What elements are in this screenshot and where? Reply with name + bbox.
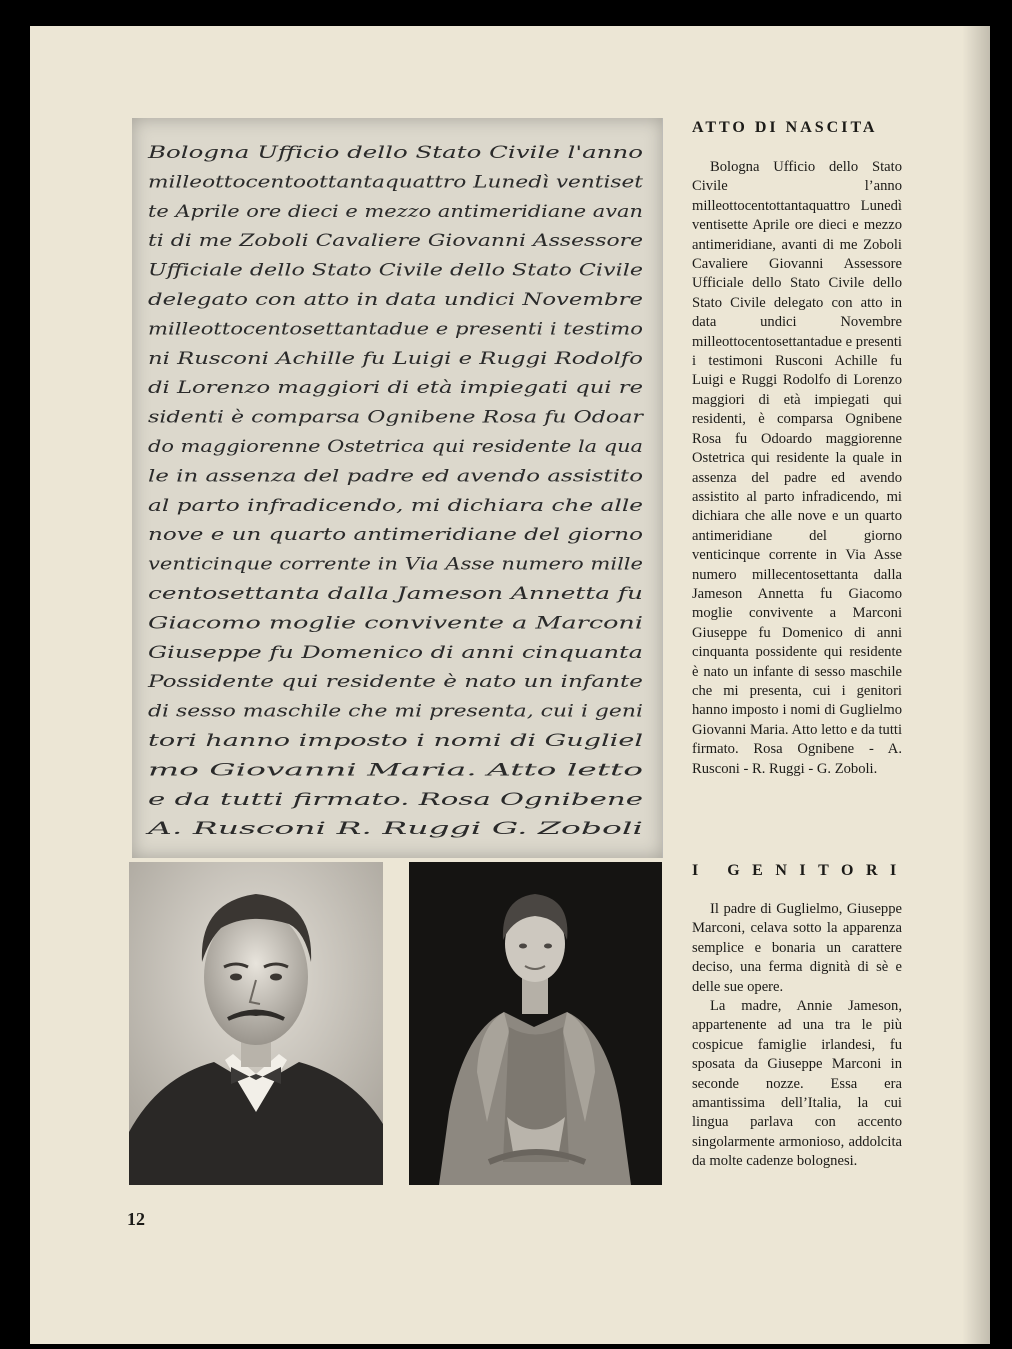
genitori-paragraph-mother: La madre, Annie Jameson, appartenente ad una tra le più cospicue famiglie irlandesi, fu sposata da Giuseppe Marconi in seconde nozze. Essa era amantissima dell’Italia, la cui lingua parlava con accento singolarmente armonioso, addolcita da molte cadenze bolognesi. — [692, 998, 902, 1170]
manuscript-line: al parto infradicendo, mi dichiara che alle — [148, 495, 643, 516]
page-edge-shadow — [962, 26, 990, 1344]
manuscript-line: di sesso maschile che mi presenta, cui i geni — [148, 701, 643, 722]
manuscript-line: Giuseppe fu Domenico di anni cinquanta — [148, 642, 643, 663]
manuscript-line: milleottocentoottantaquattro Lunedì ventiset — [148, 172, 644, 193]
atto-di-nascita-text: Bologna Ufficio dello Stato Civile l’anno milleottocentottantaquattro Lunedì ventisette Aprile ore dieci e mezzo antimeridiane, avanti di me Zoboli Cavaliere Giovanni Assessore Ufficiale dello Stato Civile dello Stato Civile delegato con atto in data undici Novembre milleottocentosettantadue e presenti i testimoni Rusconi Achille fu Luigi e Ruggi Rodolfo di Lorenzo maggiori di età impiegati qui residenti, è comparsa Ognibene Rosa fu Odoardo maggiorenne Ostetrica qui residente la quale in assenza del padre ed avendo assistito al parto infradicendo, mi dichiara che alle nove e un quarto antimeridiane del giorno venticinque corrente in Via Asse numero millecentosettanta dalla Jameson Annetta fu Giacomo moglie convivente a Marconi Giuseppe fu Domenico di anni cinquanta possidente qui residente è nato un infante di sesso maschile che mi presenta, cui i genitori hanno imposto i nomi di Guglielmo Giovanni Maria. Atto letto e da tutti firmato. Rosa Ognibene - A. Rusconi - R. Ruggi - G. Zoboli. — [692, 159, 902, 777]
manuscript-line: te Aprile ore dieci e mezzo antimeridiane avan — [148, 201, 643, 222]
manuscript-line: tori hanno imposto i nomi di Gugliel — [148, 731, 643, 751]
manuscript-line: Bologna Ufficio dello Stato Civile l'anno — [146, 143, 643, 163]
manuscript-line: ti di me Zoboli Cavaliere Giovanni Assessore — [148, 231, 643, 252]
magazine-page — [30, 26, 990, 1344]
manuscript-line: venticinque corrente in Via Asse numero mille — [148, 554, 643, 575]
birth-certificate-manuscript — [132, 118, 663, 858]
genitori-paragraph-father: Il padre di Guglielmo, Giuseppe Marconi, celava sotto la apparenza semplice e bonaria un carattere deciso, una ferma dignità di sè e delle sue opere. — [692, 901, 902, 995]
manuscript-line: centosettanta dalla Jameson Annetta fu — [148, 584, 643, 604]
manuscript-line: Possidente qui residente è nato un infante — [146, 672, 643, 693]
manuscript-line: di Lorenzo maggiori di età impiegati qui re — [148, 378, 643, 399]
manuscript-line: mo Giovanni Maria. Atto letto — [148, 760, 643, 781]
manuscript-line: e da tutti firmato. Rosa Ognibene — [148, 789, 643, 810]
i-genitori-text — [692, 900, 902, 1172]
atto-di-nascita-title: ATTO DI NASCITA — [692, 119, 878, 136]
manuscript-line: do maggiorenne Ostetrica qui residente la qua — [148, 437, 643, 457]
manuscript-line: ni Rusconi Achille fu Luigi e Ruggi Rodolfo — [148, 348, 643, 369]
manuscript-line: Giacomo moglie convivente a Marconi — [148, 613, 643, 634]
manuscript-line: sidenti è comparsa Ognibene Rosa fu Odoar — [148, 407, 645, 428]
manuscript-line: delegato con atto in data undici Novembre — [148, 290, 643, 310]
manuscript-line: milleottocentosettantadue e presenti i testimo — [148, 319, 643, 340]
portrait-annie-jameson — [409, 862, 662, 1185]
manuscript-handwriting — [132, 118, 663, 858]
i-genitori-title: I GENITORI — [692, 862, 909, 879]
manuscript-line: nove e un quarto antimeridiane del giorno — [148, 525, 643, 546]
manuscript-line: Ufficiale dello Stato Civile dello Stato Civile — [148, 260, 643, 281]
page-number: 12 — [127, 1209, 145, 1229]
portrait-giuseppe-marconi — [129, 862, 383, 1185]
manuscript-line: le in assenza del padre ed avendo assistito — [148, 466, 643, 487]
manuscript-line: A. Rusconi R. Ruggi G. Zoboli — [144, 819, 644, 840]
